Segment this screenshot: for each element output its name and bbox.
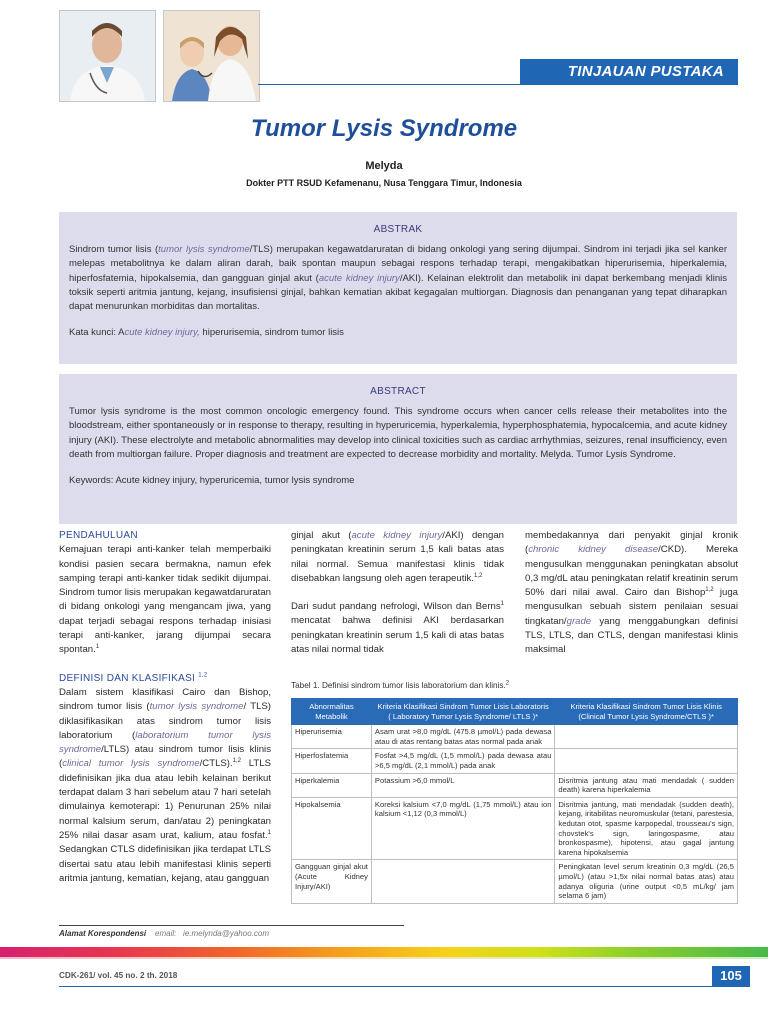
column-3	[525, 529, 738, 658]
abstrak-box	[59, 212, 737, 364]
table-header-cell: Abnormalitas Metabolik	[292, 699, 372, 725]
table-row	[292, 860, 738, 903]
paragraph-col2-b: Dari sudut pandang nefrologi, Wilson dan Berns$^1$ mencatat bahwa definisi AKI berdasarkan peningkatan kreatinin serum 1,5 kali di atas batas atas nilai normal tidak	[291, 601, 504, 656]
paragraph-col2-a: ginjal akut (acute kidney injury/AKI) dengan peningkatan kreatinin serum 1,5 kali batas atas nilai normal. Semua manifestasi klinis tidak disebabkan langsung oleh agen terapeutik.$^{1,2}$	[291, 530, 504, 584]
table-cell	[371, 860, 555, 903]
table-header-cell: Kriteria Klasifikasi Sindrom Tumor Lisis Laboratoris ( Laboratory Tumor Lysis Syndrome/ LTLS )*	[371, 699, 555, 725]
article-title: Tumor Lysis Syndrome	[250, 115, 518, 142]
doctor-with-child-photo	[163, 10, 260, 102]
abstract-heading: ABSTRACT	[370, 386, 426, 397]
table-header-row	[292, 699, 738, 725]
table-cell: Disritmia jantung, mati mendadak (sudden death), kejang, iritabilitas neuromuskular (tetani, parestesia, kedutan otot, spasme karpopedal, trousseau's sign, chovstek's sign, laringospasme, atau bronkospasme), hipotensi, atau gagal jantung karena hipokalsemia	[555, 797, 738, 860]
table-cell: Hiperurisemia	[292, 725, 372, 749]
column-2	[291, 529, 504, 657]
email-link[interactable]: ie.melynda@yahoo.com	[183, 929, 269, 938]
column-1	[59, 529, 271, 886]
table-header-cell: Kriteria Klasifikasi Sindrom Tumor Lisis Klinis (Clinical Tumor Lysis Syndrome/CTLS )*	[555, 699, 738, 725]
table-cell: Peningkatan level serum kreatinin 0,3 mg/dL (26,5 µmol/L) (atau >1,5x nilai normal batas atas) atau adanya oliguria (urine output <0,5 mL/kg/ jam selama 6 jam)	[555, 860, 738, 903]
decorative-color-band	[0, 947, 768, 957]
table-row	[292, 725, 738, 749]
table-cell: Potassium >6,0 mmol/L	[371, 773, 555, 797]
section-banner: TINJAUAN PUSTAKA	[520, 59, 738, 85]
table-cell: Asam urat >8,0 mg/dL (475.8 µmol/L) pada dewasa atau di atas rentang batas atas normal pada anak	[371, 725, 555, 749]
table-cell: Hiperfosfatemia	[292, 749, 372, 773]
author-affiliation: Dokter PTT RSUD Kefamenanu, Nusa Tenggara Timur, Indonesia	[246, 178, 522, 188]
author-name: Melyda	[365, 160, 403, 172]
table-row	[292, 749, 738, 773]
paragraph-definisi: Dalam sistem klasifikasi Cairo dan Bishop, sindrom tumor lisis (tumor lysis syndrome/ TLS) diklasifikasikan atas sindrom tumor lisis laboratorium (laboratorium tumor lysis syndrome/LTLS) atau sindrom tumor lisis klinis (clinical tumor lysis syndrome/CTLS).$^{1,2}$ LTLS didefinisikan jika dua atau lebih kelainan berikut terdapat dalam 3 hari sebelum atau 7 hari setelah dimulainya kemoterapi: 1) Penurunan 25% nilai normal kalsium serum, dan/atau 2) peningkatan 25% nilai dasar asam urat, kalium, atau fosfat.$^1$ Sedangkan CTLS didefinisikan jika terdapat LTLS disertai satu atau lebih manifestasi klinis seperti aritmia jantung, kematian, kejang, atau gangguan	[59, 686, 272, 884]
abstract-keywords: Keywords: Acute kidney injury, hyperuricemia, tumor lysis syndrome	[69, 475, 355, 487]
definition-table	[291, 698, 738, 904]
banner-rule	[258, 84, 738, 85]
table-caption: Tabel 1. Definisi sindrom tumor lisis laboratorium dan klinis.$^2$	[291, 680, 510, 690]
table-cell: Disritmia jantung atau mati mendadak ( sudden death) karena hiperkalemia	[555, 773, 738, 797]
footnote-rule	[59, 925, 404, 926]
table-cell	[555, 725, 738, 749]
table-row	[292, 773, 738, 797]
abstrak-heading: ABSTRAK	[373, 224, 423, 235]
table-cell: Koreksi kalsium <7,0 mg/dL (1,75 mmol/L) atau ion kalsium <1,12 (0,3 mmol/L)	[371, 797, 555, 860]
table-cell: Hipokalsemia	[292, 797, 372, 860]
table-cell: Gangguan ginjal akut (Acute Kidney Injury/AKI)	[292, 860, 372, 903]
paragraph-pendahuluan: Kemajuan terapi anti-kanker telah memperbaiki kondisi pasien secara bermakna, namun efek samping terapi anti-kanker tidak sedikit dijumpai. Sindrom tumor lisis merupakan kegawatdaruratan di bidang onkologi yang mengancam jiwa, yang dapat terjadi sebagai respons terhadap inisiasi terapi anti-kanker, jarang dijumpai secara spontan.$^1$	[59, 544, 271, 656]
decorative-color-band-light	[0, 957, 768, 959]
page-footer-rule	[59, 986, 750, 987]
abstrak-body: Sindrom tumor lisis (tumor lysis syndrome/TLS) merupakan kegawatdaruratan di bidang onkologi yang sering dijumpai. Sindrom ini terjadi jika sel kanker melepas metabolitnya ke dalam aliran darah, baik spontan maupun sebagai respons terhadap terapi, mengakibatkan hiperurisemia, hiperkalemia, hiperfosfatemia, hipokalsemia, dan gangguan ginjal akut (acute kidney injury/AKI). Kelainan elektrolit dan metabolik ini dapat berkembang menjadi klinis toksik seperti aritmia jantung, kejang, insufisiensi ginjal, bahkan kematian akibat kegagalan multiorgan. Diagnosis dan penanganan yang tepat diharapkan dapat menurunkan morbiditas dan mortalitas.	[69, 244, 727, 313]
heading-definisi: DEFINISI DAN KLASIFIKASI $^{1,2}$	[59, 672, 208, 684]
page-number: 105	[712, 966, 750, 986]
heading-pendahuluan: PENDAHULUAN	[59, 530, 138, 541]
journal-citation: CDK-261/ vol. 45 no. 2 th. 2018	[59, 971, 178, 980]
table-cell	[555, 749, 738, 773]
abstract-body: Tumor lysis syndrome is the most common oncologic emergency found. This syndrome occurs when cancer cells release their metabolites into the bloodstream, either spontaneously or in response to therapy, resulting in hyperuricemia, hyperkalemia, hyperphosphatemia, hypocalcemia, and acute kidney injury (AKI). These electrolyte and metabolic abnormalities may develop into clinical toxicities such as cardiac arrhythmias, seizures, renal insufficiency, even death from multiorgan failure. Proper diagnosis and treatment are expected to decrease morbidity and mortality. Melyda. Tumor Lysis Syndrome.	[69, 406, 727, 460]
abstract-box	[59, 374, 737, 524]
paragraph-col3: membedakannya dari penyakit ginjal kronik (chronic kidney disease/CKD). Mereka mengusulkan menggunakan peningkatan absolut 0,3 mg/dL atau peningkatan relatif kreatinin serum 50% dari nilai awal. Cairo dan Bishop$^{1,2}$ juga mengusulkan sebuah sistem penilaian sesuai tingkatan/grade yang menggabungkan definisi TLS, LTLS, dan CTLS, dengan manifestasi klinis maksimal	[525, 530, 739, 656]
doctor-portrait-photo	[59, 10, 156, 102]
correspondence-footnote: Alamat Korespondensi email: ie.melynda@yahoo.com	[59, 929, 269, 938]
table-row	[292, 797, 738, 860]
abstrak-keywords: Kata kunci: Acute kidney injury, hiperurisemia, sindrom tumor lisis	[69, 327, 344, 339]
table-cell: Fosfat >4,5 mg/dL (1,5 mmol/L) pada dewasa atau >6,5 mg/dL (2,1 mmol/L) pada anak	[371, 749, 555, 773]
table-cell: Hiperkalemia	[292, 773, 372, 797]
